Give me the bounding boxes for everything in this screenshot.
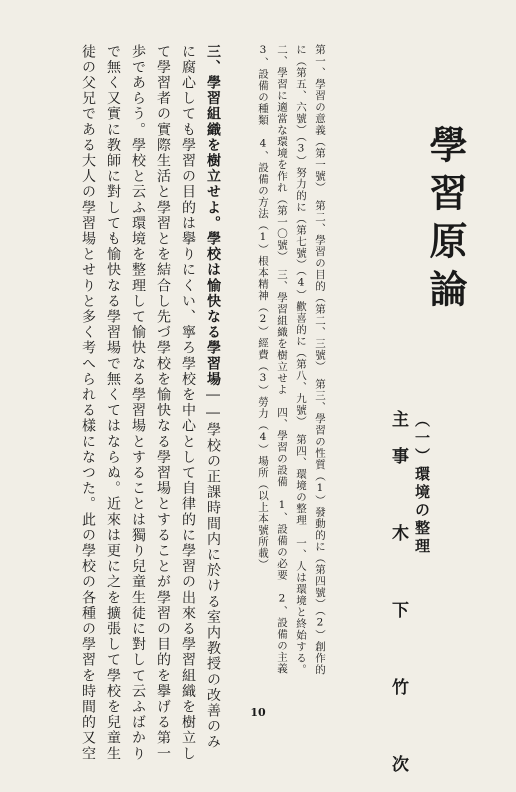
body-line: 徒の父兄である大人の學習場とせりと多く考へられる樣になつた。此の學校の各種の學習を時間的又空 <box>80 44 96 762</box>
page-number: 10 <box>250 706 266 719</box>
author-byline: 主事 木 下 竹 次 <box>388 410 408 792</box>
section-heading-tail: 學校は愉快なる學習場 <box>205 231 221 388</box>
article-title: 學習原論 <box>423 125 468 317</box>
body-line <box>206 44 220 750</box>
toc-line: 3、設備の種類 4、設備の方法（1）根本精神（2）經費（3）勞力（4）場所（以上本號所載） <box>257 44 269 571</box>
toc-line: に（第五、六號）（3）努力的に（第七號）（4）歡喜的に（第八、九號） 第四、環境の整理 一、人は環境と終始する。 <box>295 44 307 676</box>
body-line: 歩であらう。學校と云ふ環境を整理して愉快なる學習場とすることは獨り兒童生徒に對して云ふばかり <box>130 44 146 762</box>
body-line: て學習者の實際生活と學習とを結合し先づ學校を愉快なる學習場とすることが學習の目的を擧げる第一 <box>155 44 171 762</box>
article-subtitle: （一）環境の整理 <box>413 412 431 556</box>
body-line: で無く又實に教師に對しても愉快なる學習場で無くてはならぬ。近來は更に之を擴張して學校を兒童生 <box>105 44 121 762</box>
body-line-text: ――學校の正課時間内に於ける室内教授の改善のみ <box>205 387 221 751</box>
body-line: に腐心しても學習の目的は擧りにくい、寧ろ學校を中心として自律的に學習の出來る學習組織を樹立し <box>180 44 196 762</box>
toc-line: 二、學習に適當な環境を作れ（第一〇號） 三、學習組織を樹立せよ 四、學習の設備 1、設備の必要 2、設備の主義 <box>276 44 288 675</box>
toc-line: 第一、學習の意義（第一號） 第二、學習の目的（第二、三號） 第三、學習の性質（1）發動的に（第四號）（2）創作的 <box>314 44 326 676</box>
section-heading: 三、學習組織を樹立せよ。 <box>205 44 221 232</box>
